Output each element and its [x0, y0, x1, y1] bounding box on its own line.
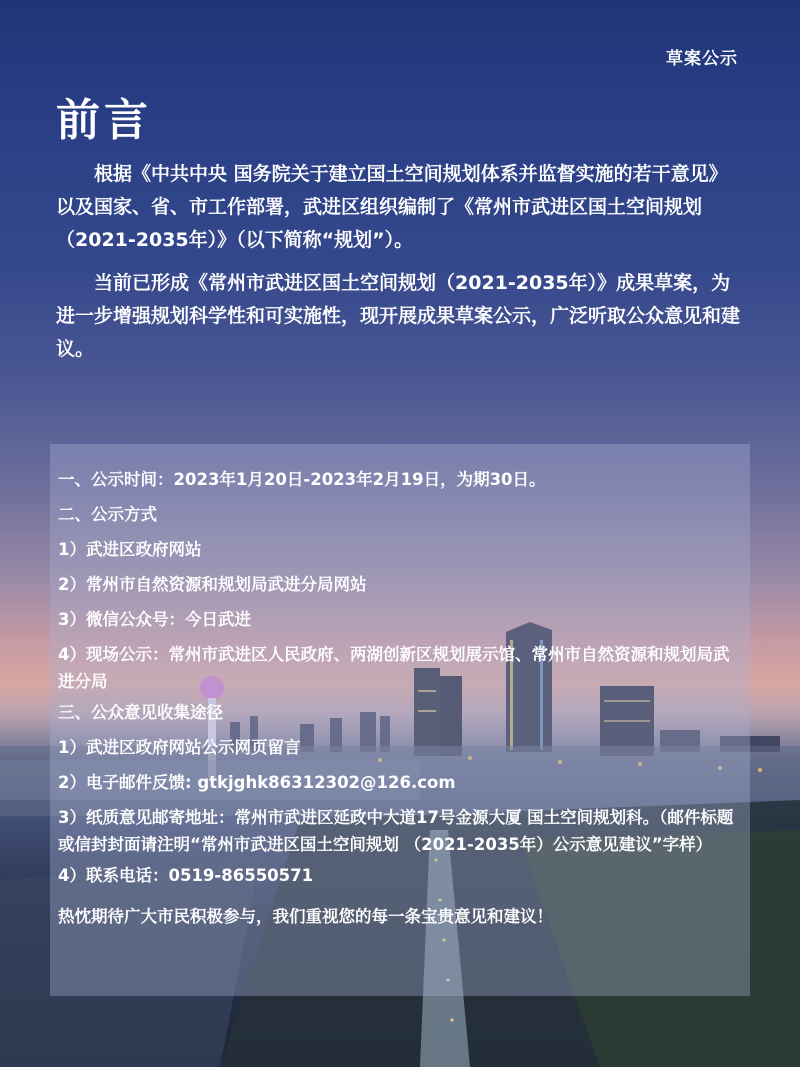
list-item: 三、公众意见收集途径	[58, 703, 223, 722]
intro-paragraph: 根据《中共中央 国务院关于建立国土空间规划体系并监督实施的若干意见》以及国家、省、市工作部署，武进区组织编制了《常州市武进区国土空间规划（2021-2035年）》（以下简称“规划”）。	[56, 163, 728, 251]
list-item: 一、公示时间：2023年1月20日-2023年2月19日，为期30日。	[58, 470, 546, 489]
list-item: 1）武进区政府网站公示网页留言	[58, 738, 301, 757]
notice-info-list	[58, 466, 744, 930]
page-title: 前言	[56, 95, 152, 146]
document-tag: 草案公示	[666, 49, 738, 69]
list-item: 4）现场公示：常州市武进区人民政府、两湖创新区规划展示馆、常州市自然资源和规划局武进分局	[58, 645, 730, 691]
list-item: 3）纸质意见邮寄地址：常州市武进区延政中大道17号金源大厦 国土空间规划科。（邮件标题或信封封面请注明“常州市武进区国土空间规划 （2021-2035年）公示意见建议”字样）	[58, 808, 734, 854]
notice-info-panel	[50, 444, 750, 996]
closing-statement: 热忱期待广大市民积极参与，我们重视您的每一条宝贵意见和建议！	[58, 907, 553, 926]
intro-section	[56, 158, 746, 376]
list-item: 2）常州市自然资源和规划局武进分局网站	[58, 575, 367, 594]
list-item: 二、公示方式	[58, 505, 157, 524]
list-item: 1）武进区政府网站	[58, 540, 202, 559]
phone-contact-item: 4）联系电话：0519-86550571	[58, 866, 314, 885]
list-item: 3）微信公众号：今日武进	[58, 610, 251, 629]
email-feedback-item: 2）电子邮件反馈: gtkjghk86312302@126.com	[58, 773, 456, 792]
intro-paragraph: 当前已形成《常州市武进区国土空间规划（2021-2035年）》成果草案，为进一步增强规划科学性和可实施性，现开展成果草案公示，广泛听取公众意见和建议。	[56, 272, 741, 360]
